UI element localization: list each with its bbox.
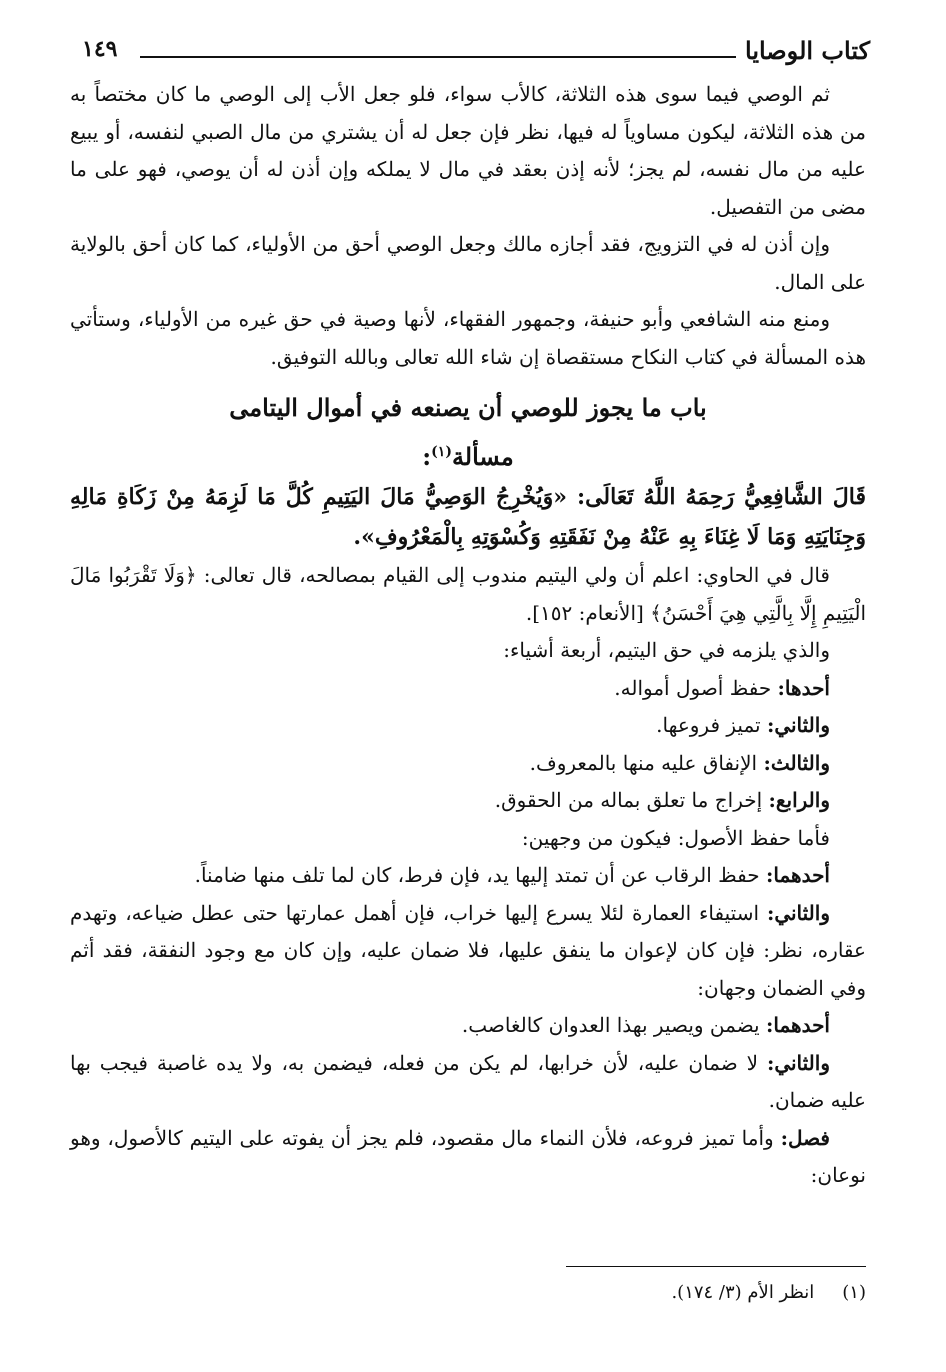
item-text: إخراج ما تعلق بماله من الحقوق. <box>494 788 769 812</box>
hawi-paragraph: قال في الحاوي: اعلم أن ولي اليتيم مندوب إلى القيام بمصالحه، قال تعالى: ﴿وَلَا تَقْرَبُوا مَالَ الْيَتِيمِ إِلَّا بِالَّتِي هِيَ أَحْسَنُ﴾ [الأنعام: ١٥٢]. <box>70 563 866 625</box>
footnote-number: (١) <box>842 1282 866 1303</box>
item-text: الإنفاق عليه منها بالمعروف. <box>529 750 764 775</box>
list-item <box>70 857 866 895</box>
masala-colon: : <box>422 442 432 471</box>
item-label: والثالث: <box>763 750 830 775</box>
item-label: والثاني: <box>766 1050 830 1075</box>
item-label: أحدهما: <box>765 863 830 887</box>
item-text: لا ضمان عليه، لأن خرابها، لم يكن من فعله، فيضمن به، ولا يده غاصبة فيجب بها عليه ضمان. <box>70 1050 866 1112</box>
four-things-intro: والذي يلزمه في حق اليتيم، أربعة أشياء: <box>503 638 830 662</box>
running-header <box>70 30 870 76</box>
list-item <box>70 1007 866 1045</box>
list-item <box>70 895 866 1008</box>
item-text: يضمن ويصير بهذا العدوان كالغاصب. <box>461 1013 766 1037</box>
list-item <box>70 1045 866 1120</box>
preserve-intro: فأما حفظ الأصول: فيكون من وجهين: <box>521 825 830 850</box>
footnote-rule <box>566 1266 866 1267</box>
item-label: أحدهما: <box>765 1013 830 1037</box>
footnote <box>671 1282 866 1303</box>
paragraph: وإن أذن له في التزويج، فقد أجازه مالك وجعل الوصي أحق من الأولياء، كما كان أحق بالولاية على المال. <box>70 232 866 294</box>
item-text: تميز فروعها. <box>656 713 767 737</box>
book-title: كتاب الوصايا <box>745 36 870 65</box>
section-paragraph <box>70 1120 866 1195</box>
page-number: ١٤٩ <box>82 36 118 62</box>
item-text: استيفاء العمارة لئلا يسرع إليها خراب، فإن أهمل عمارتها حتى عطل ضياعه، وتهدم عقاره، نظر: فإن كان لإعوان ما ينفق عليها، فلا ضمان عليه، وإن كان مع وجود النفقة، فقد أثم وفي الضمان وجهان: <box>70 900 866 1000</box>
list-item <box>70 670 866 708</box>
header-rule <box>140 56 736 58</box>
footnote-ref: (١) <box>431 444 452 460</box>
item-label: والثاني: <box>766 713 830 737</box>
section-text: وأما تميز فروعه، فلأن النماء مال مقصود، فلم يجز أن يفوته على اليتيم كالأصول، وهو نوعان: <box>70 1125 866 1187</box>
book-page <box>70 30 870 1303</box>
item-text: حفظ الرقاب عن أن تمتد إليها يد، فإن فرط، كان لما تلف منها ضامناً. <box>194 863 766 887</box>
item-label: أحدها: <box>777 675 830 700</box>
masala-label: مسألة <box>451 442 514 471</box>
chapter-heading: باب ما يجوز للوصي أن يصنعه في أموال اليتامى <box>229 393 707 422</box>
masala-heading <box>70 432 866 477</box>
body-text <box>70 76 866 1195</box>
footnote-text: انظر الأم (٣/ ١٧٤). <box>671 1282 815 1303</box>
item-text: حفظ أصول أمواله. <box>614 675 778 700</box>
paragraph: ثم الوصي فيما سوى هذه الثلاثة، كالأب سواء، فلو جعل الأب إلى الوصي ما كان مختصاً به من هذه الثلاثة، ليكون مساوياً له فيها، نظر فإن جعل له أن يشتري من مال الصبي لنفسه، أو يبيع عليه من مال نفسه، لم يجز؛ لأنه إذن بعقد في مال لا يملكه وإن أذن له أن يوصي، فهو على ما مضى من التفصيل. <box>70 82 866 219</box>
item-label: والرابع: <box>768 788 830 812</box>
paragraph: ومنع منه الشافعي وأبو حنيفة، وجمهور الفقهاء، لأنها وصية في حق غيره من الأولياء، وستأتي هذه المسألة في كتاب النكاح مستقصاة إن شاء الله تعالى وبالله التوفيق. <box>70 307 866 369</box>
section-label: فصل: <box>780 1125 830 1150</box>
shafii-quote: قَالَ الشَّافِعِيُّ رَحِمَهُ اللَّهُ تَعَالَى: «وَيُخْرِجُ الوَصِيُّ مَالَ اليَتِيمِ كُلَّ مَا لَزِمَهُ مِنْ زَكَاةِ مَالِهِ وَجِنَايَتِهِ وَمَا لَا غِنَاءَ بِهِ عَنْهُ مِنْ نَفَقَتِهِ وَكُسْوَتِهِ بِالْمَعْرُوفِ». <box>70 484 866 550</box>
item-label: والثاني: <box>766 900 830 925</box>
list-item <box>70 707 866 745</box>
list-item <box>70 782 866 820</box>
list-item <box>70 745 866 783</box>
